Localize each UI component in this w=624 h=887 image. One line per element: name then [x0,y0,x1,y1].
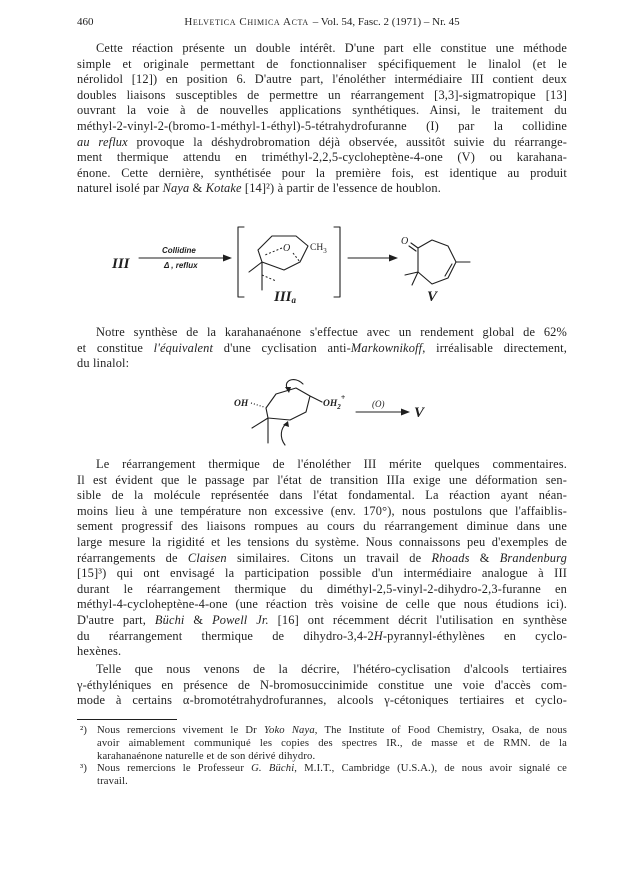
text-run: avoir aimablement communiqué les copies des spectres IR., de masse et de RMN. de la [97,737,567,749]
text-line [77,356,567,372]
text-run: Nous remercions vivement le Dr [97,725,264,736]
text-run: Cette réaction présente un double intérêt. D'une part elle constitue une méthode [96,41,567,55]
running-header [77,14,567,30]
text-run: réarrangements de [77,550,188,565]
italic-text-run: Naya [162,181,190,196]
italic-text-run: Brandenburg [499,550,567,565]
paragraph-3 [77,457,567,660]
paragraph-4 [77,662,567,709]
text-line [77,504,567,520]
text-run: karahanaénone naturelle et de son dérivé dihydro. [97,750,316,762]
structure-protonated-linalol [252,380,322,445]
text-line [77,678,567,694]
oxonium-label [323,393,346,411]
footnote-3 [77,763,567,789]
italic-text-run: Yoko Naya [263,725,315,736]
text-line [97,763,567,776]
text-line [77,181,567,197]
text-run: & [184,612,213,627]
left-bracket [238,227,244,297]
footnotes [77,725,567,789]
journal-name: Helvetica Chimica Acta [184,16,309,28]
text-line [77,119,567,135]
text-run: -pyrannyl-éthylènes en cyclo- [382,628,567,643]
text-run: doubles liaisons susceptibles de permettre un réarrangement [3,3]-sigmatropique [13] [77,87,567,102]
text-line [77,57,567,73]
carbonyl-oxygen-label: O [401,236,409,247]
text-run: D'autre part, [77,612,155,627]
text-line [77,72,567,88]
italic-text-run: l'équivalent [153,340,214,355]
conditions-label: Δ , reflux [164,261,198,270]
text-line [77,41,567,57]
methyl-base: CH [310,243,324,253]
arrow-head [389,255,398,262]
text-line [97,776,567,789]
text-run: durant le réarrangement thermique du diméthyl-2,5-vinyl-2-dihydro-2,3-furanne en [77,581,567,596]
text-run: et constitue [77,340,154,355]
text-line [77,473,567,489]
text-line [77,457,567,473]
methyl-group-label [310,243,327,255]
text-run: méthyl-4-cycloheptène-4-one (une réaction très voisine de celle que nous étudions ici). [77,597,567,612]
text-run: γ-éthyléniques en présence de N-bromosuccinimide constitue une voie d'accès com- [77,677,567,692]
text-line [77,488,567,504]
text-run: méthyl-2-vinyl-2-(bromo-1-méthyl-1-éthyl)-5-tétrahydrofuranne (I) par la collidine [77,118,567,133]
reaction-scheme-claisen-rearrangement [0,215,624,310]
text-run: sement progressif des liaisons rompues au cours du réarrangement diminue dans une [77,519,567,534]
footnote-marker: ²) [80,725,88,736]
text-line [77,150,567,166]
italic-text-run: au reflux [77,134,128,149]
journal-title [77,14,567,30]
footnote-text [97,725,567,763]
footnote-marker: ³) [80,763,88,775]
oxonium-subscript: 2 [337,403,341,411]
text-run: du réarrangement thermique de dihydro-3,4-2 [77,628,374,643]
arrow-head [401,409,410,416]
text-line [77,597,567,613]
text-line [77,644,567,660]
text-run: naturel isolé par [77,181,163,196]
italic-text-run: Rhoads [431,550,470,565]
text-run: large mesure la rigidité et les tensions du système. Nous connaissons peu d'exemples de [77,534,567,549]
text-run: , irréalisable directement, [422,340,568,355]
italic-text-run: Büchi [154,612,185,627]
footnote-separator [77,719,177,720]
text-run: énone. Cette dernière, synthétisée pour la première fois, est identique au produit [77,165,567,180]
text-line [97,725,567,738]
footnote-2 [77,725,567,763]
text-run: Il est évident que le passage par l'état de transition IIIa exige une déformation sen- [77,472,567,487]
text-line [77,551,567,567]
oxonium-charge: + [340,393,346,402]
hydroxyl-label: OH [234,399,249,409]
hydroxyl-bond [251,403,264,407]
cycloheptene-ring [418,240,456,284]
text-run: d'une cyclisation anti- [213,340,351,355]
italic-text-run: Kotake [205,181,242,196]
oxonium-base: OH [323,399,338,409]
text-run: [16] ont récemment décrit l'utilisation en synthèse [268,612,567,627]
curved-arrow-bottom [281,424,286,445]
paragraph-1 [77,41,567,197]
arrow-head [223,255,232,262]
page-number: 460 [77,16,94,28]
text-run: ouvrant la voie à de nouvelles applications synthétiques. Ainsi, le traitement du [77,103,567,118]
italic-text-run: G. Büchi [251,763,295,775]
footnote-text [97,763,567,789]
text-line [77,166,567,182]
text-run: Telle que nous venons de la décrire, l'hétéro-cyclisation d'alcools tertiaires [96,662,567,676]
text-run: & [469,550,500,565]
text-line [97,738,567,751]
compound-IIIa-numeral: III [274,289,292,305]
compound-IIIa-suffix: a [291,295,297,305]
italic-text-run: Claisen [187,550,227,565]
compound-V-label: V [427,289,438,305]
text-run: Nous remercions le Professeur [97,763,252,775]
text-line [77,519,567,535]
skeletal-bonds [249,236,308,290]
structure-V-karahanaenone [401,236,470,285]
text-run: moins lieu à une température non excessive (env. 170°), nous postulons que l'affaiblis- [77,503,567,518]
text-run: , M.I.T., Cambridge (U.S.A.), de nous avoir signalé ce [294,763,568,775]
text-run: , The Institute of Food Chemistry, Osaka, de nous [314,725,567,736]
text-line [77,582,567,598]
compound-III-label: III [112,256,130,272]
text-line [77,535,567,551]
compound-V-label: V [414,405,425,421]
text-run: [14]²) à partir de l'essence de houblon. [241,181,441,196]
reaction-scheme-cyclisation [0,375,624,450]
compound-IIIa-label [273,289,297,305]
text-run: provoque la déshydrobromation déjà observée, aussitôt suivie du réarrange- [127,134,567,149]
text-line [77,566,567,582]
text-run: similaires. Citons un travail de [226,550,432,565]
text-run: travail. [97,776,128,788]
methyl-subscript: 3 [323,247,327,255]
carbonyl-double-bond [409,243,418,251]
structure-IIIa-transition-state [249,236,327,290]
text-line [77,693,567,709]
text-run: Notre synthèse de la karahanaénone s'effectue avec un rendement global de 62% [96,325,567,339]
text-run: hexènes. [77,644,122,659]
right-bracket [334,227,340,297]
reagent-label: Collidine [162,246,196,255]
text-run: & [189,181,206,196]
text-run: sible de la molécule représentée dans l'état fondamental. La réaction ayant néan- [77,488,567,503]
text-run: [15]³) qui ont envisagé la participation possible d'un intermédiaire analogue à III [77,566,567,581]
paragraph-2 [77,325,567,372]
text-line [77,662,567,678]
text-line [77,613,567,629]
issue-details: – Vol. 54, Fasc. 2 (1971) – Nr. 45 [312,16,460,28]
text-run: Le réarrangement thermique de l'énoléther III mérite quelques commentaires. [96,457,567,471]
text-line [77,103,567,119]
skeletal-bonds [252,388,322,443]
text-run: ment thermique attendu en triméthyl-2,2,5-cycloheptène-4-one (V) ou karahana- [77,150,567,165]
text-run: mode à certains α-bromotétrahydrofurannes, alcools γ-cétoniques tertiaires et cyclo- [77,693,567,708]
text-line [97,751,567,764]
text-line [77,135,567,151]
text-run: nérolidol [12]) en position 6. D'autre part, l'énoléther intermédiaire III contient deux [77,72,567,87]
italic-text-run: Powell Jr. [212,612,269,627]
italic-text-run: Markownikoff [350,340,423,355]
text-line [77,325,567,341]
text-run: simple et originale permettant de fonctionnaliser spécifiquement le linalol (et le [77,56,567,71]
oxidant-label: (O) [372,399,385,409]
oxygen-atom-label: O [283,243,291,254]
text-line [77,341,567,357]
text-line [77,629,567,645]
text-run: du linalol: [77,356,130,371]
text-line [77,88,567,104]
ring-double-bond [445,264,452,276]
italic-text-run: H [373,628,383,643]
